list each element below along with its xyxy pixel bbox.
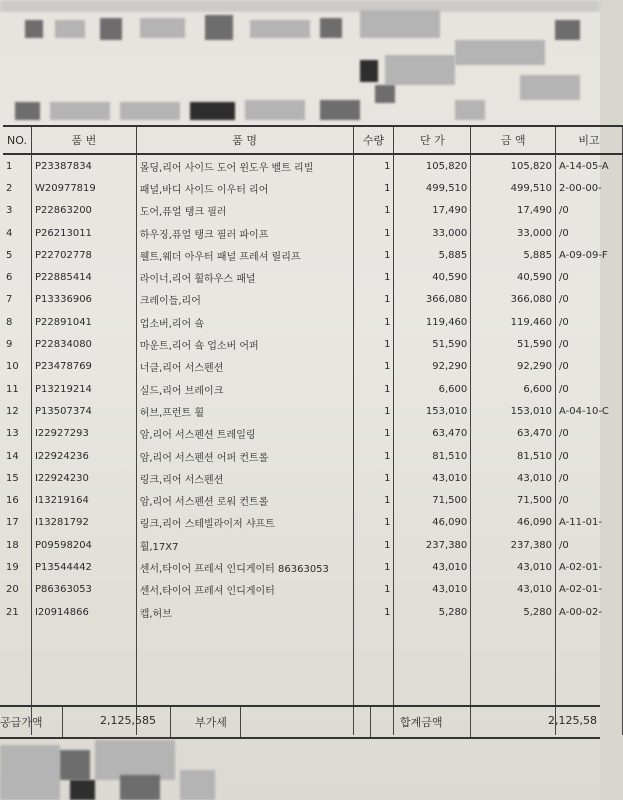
row-qty: 1	[353, 378, 394, 400]
row-amount: 5,885	[471, 244, 556, 266]
row-part-name: 몰딩,리어 사이드 도어 윈도우 벨트 리빌	[136, 154, 353, 177]
row-note: /0	[556, 445, 623, 467]
row-no: 12	[3, 400, 31, 422]
row-amount: 366,080	[471, 289, 556, 311]
row-no: 21	[3, 601, 31, 623]
row-qty: 1	[353, 445, 394, 467]
supply-amount-value: 2,125,585	[100, 714, 156, 727]
redacted-block	[250, 20, 310, 38]
table-row	[3, 244, 623, 266]
redacted-block	[100, 18, 122, 40]
row-qty: 1	[353, 556, 394, 578]
row-amount: 17,490	[471, 200, 556, 222]
row-part-no: P23478769	[31, 356, 136, 378]
row-unit-price: 17,490	[394, 200, 471, 222]
vat-label: 부가세	[195, 716, 227, 729]
row-no: 11	[3, 378, 31, 400]
row-note: /0	[556, 489, 623, 511]
row-part-name: 휠,17X7	[136, 534, 353, 556]
row-part-no: P22891041	[31, 311, 136, 333]
row-part-name: 센서,타이어 프레셔 인디게이터 86363053	[136, 556, 353, 578]
table-row	[3, 423, 623, 445]
row-part-no: P22863200	[31, 200, 136, 222]
row-unit-price: 105,820	[394, 154, 471, 177]
redacted-block	[70, 780, 95, 800]
row-part-no: I13281792	[31, 512, 136, 534]
redacted-block	[120, 102, 180, 120]
supply-amount-label: 공급가액	[0, 716, 43, 729]
redacted-block	[55, 20, 85, 38]
table-header-row	[3, 126, 623, 154]
row-part-no: I22924230	[31, 467, 136, 489]
totals-bar	[0, 705, 600, 739]
col-amount-header: 금 액	[471, 126, 556, 154]
row-part-no: P13336906	[31, 289, 136, 311]
row-qty: 1	[353, 489, 394, 511]
redacted-block	[520, 75, 580, 100]
row-no: 19	[3, 556, 31, 578]
redacted-block	[0, 0, 600, 12]
row-note: A-00-02-	[556, 601, 623, 623]
row-qty: 1	[353, 311, 394, 333]
row-no: 6	[3, 266, 31, 288]
row-part-no: P13219214	[31, 378, 136, 400]
redacted-block	[140, 18, 185, 38]
row-amount: 51,590	[471, 333, 556, 355]
row-unit-price: 40,590	[394, 266, 471, 288]
row-no: 4	[3, 222, 31, 244]
row-part-name: 패널,바디 사이드 이우터 리어	[136, 177, 353, 199]
row-note: /0	[556, 356, 623, 378]
table-row	[3, 356, 623, 378]
row-amount: 63,470	[471, 423, 556, 445]
redacted-block	[455, 40, 545, 65]
row-part-no: P22885414	[31, 266, 136, 288]
row-no: 3	[3, 200, 31, 222]
row-amount: 43,010	[471, 467, 556, 489]
row-unit-price: 81,510	[394, 445, 471, 467]
row-part-name: 암,리어 서스펜션 어퍼 컨트롤	[136, 445, 353, 467]
row-qty: 1	[353, 356, 394, 378]
table-row	[3, 601, 623, 623]
row-no: 1	[3, 154, 31, 177]
table-row	[3, 177, 623, 199]
redacted-block	[60, 750, 90, 780]
row-unit-price: 366,080	[394, 289, 471, 311]
row-no: 18	[3, 534, 31, 556]
col-no-header: NO.	[3, 126, 31, 154]
row-part-name: 암,리어 서스펜션 로워 컨트롤	[136, 489, 353, 511]
row-part-name: 너클,리어 서스펜션	[136, 356, 353, 378]
row-amount: 92,290	[471, 356, 556, 378]
row-note: /0	[556, 289, 623, 311]
table-row	[3, 489, 623, 511]
row-no: 9	[3, 333, 31, 355]
row-part-name: 도어,퓨얼 탱크 필러	[136, 200, 353, 222]
row-part-name: 하우징,퓨얼 탱크 필러 파이프	[136, 222, 353, 244]
divider	[370, 707, 371, 737]
row-note: /0	[556, 200, 623, 222]
row-part-no: P22834080	[31, 333, 136, 355]
row-part-no: P86363053	[31, 579, 136, 601]
redacted-block	[95, 740, 175, 780]
redacted-block	[190, 102, 235, 120]
row-no: 14	[3, 445, 31, 467]
row-amount: 81,510	[471, 445, 556, 467]
redacted-block	[320, 18, 342, 38]
table-row	[3, 579, 623, 601]
row-unit-price: 71,500	[394, 489, 471, 511]
redacted-block	[320, 100, 360, 120]
table-row	[3, 467, 623, 489]
row-part-name: 허브,프런트 휠	[136, 400, 353, 422]
total-amount-label: 합계금액	[400, 716, 443, 729]
row-amount: 5,280	[471, 601, 556, 623]
redacted-block	[555, 20, 580, 40]
row-unit-price: 237,380	[394, 534, 471, 556]
row-qty: 1	[353, 244, 394, 266]
row-unit-price: 51,590	[394, 333, 471, 355]
row-qty: 1	[353, 154, 394, 177]
col-part-no-header: 품 번	[31, 126, 136, 154]
table-row	[3, 289, 623, 311]
row-qty: 1	[353, 579, 394, 601]
row-note: /0	[556, 423, 623, 445]
row-amount: 237,380	[471, 534, 556, 556]
redacted-block	[120, 775, 160, 800]
row-no: 15	[3, 467, 31, 489]
row-part-name: 마운트,리어 숔 업소버 어퍼	[136, 333, 353, 355]
row-qty: 1	[353, 601, 394, 623]
redacted-block	[50, 102, 110, 120]
row-unit-price: 6,600	[394, 378, 471, 400]
row-amount: 43,010	[471, 579, 556, 601]
row-qty: 1	[353, 200, 394, 222]
row-amount: 33,000	[471, 222, 556, 244]
table-row	[3, 512, 623, 534]
row-note: A-11-01-	[556, 512, 623, 534]
invoice-table	[3, 125, 623, 735]
redacted-block	[15, 102, 40, 120]
row-qty: 1	[353, 333, 394, 355]
row-amount: 40,590	[471, 266, 556, 288]
row-unit-price: 5,885	[394, 244, 471, 266]
row-qty: 1	[353, 177, 394, 199]
redacted-block	[0, 745, 60, 800]
row-amount: 499,510	[471, 177, 556, 199]
row-part-name: 웰트,웨더 아우터 패널 프레셔 릴리프	[136, 244, 353, 266]
row-unit-price: 5,280	[394, 601, 471, 623]
divider	[240, 707, 241, 737]
row-part-no: P09598204	[31, 534, 136, 556]
row-unit-price: 43,010	[394, 556, 471, 578]
row-unit-price: 46,090	[394, 512, 471, 534]
redacted-block	[205, 15, 233, 40]
row-amount: 71,500	[471, 489, 556, 511]
row-qty: 1	[353, 512, 394, 534]
row-part-name: 링크,리어 서스펜션	[136, 467, 353, 489]
row-amount: 43,010	[471, 556, 556, 578]
row-amount: 46,090	[471, 512, 556, 534]
redacted-block	[25, 20, 43, 38]
row-part-no: P23387834	[31, 154, 136, 177]
table-row	[3, 266, 623, 288]
redacted-block	[180, 770, 215, 800]
table-row	[3, 333, 623, 355]
col-unit-price-header: 단 가	[394, 126, 471, 154]
row-unit-price: 43,010	[394, 467, 471, 489]
row-unit-price: 92,290	[394, 356, 471, 378]
row-unit-price: 33,000	[394, 222, 471, 244]
redacted-block	[360, 60, 378, 82]
table-row	[3, 445, 623, 467]
row-amount: 6,600	[471, 378, 556, 400]
row-no: 2	[3, 177, 31, 199]
row-part-name: 크레이들,리어	[136, 289, 353, 311]
row-qty: 1	[353, 400, 394, 422]
row-qty: 1	[353, 266, 394, 288]
table-row	[3, 400, 623, 422]
row-part-name: 캡,허브	[136, 601, 353, 623]
row-qty: 1	[353, 423, 394, 445]
row-part-no: I20914866	[31, 601, 136, 623]
row-no: 8	[3, 311, 31, 333]
row-no: 5	[3, 244, 31, 266]
redacted-block	[385, 55, 455, 85]
row-unit-price: 43,010	[394, 579, 471, 601]
row-part-no: I13219164	[31, 489, 136, 511]
invoice-rows	[3, 154, 623, 623]
row-qty: 1	[353, 289, 394, 311]
row-note: /0	[556, 467, 623, 489]
row-part-no: I22927293	[31, 423, 136, 445]
row-no: 17	[3, 512, 31, 534]
row-note: /0	[556, 333, 623, 355]
table-row	[3, 222, 623, 244]
row-no: 7	[3, 289, 31, 311]
divider	[62, 707, 63, 737]
row-note: /0	[556, 378, 623, 400]
row-unit-price: 153,010	[394, 400, 471, 422]
row-note: A-09-09-F	[556, 244, 623, 266]
total-amount-value: 2,125,58	[548, 714, 597, 727]
row-note: /0	[556, 311, 623, 333]
row-note: A-04-10-C	[556, 400, 623, 422]
row-no: 13	[3, 423, 31, 445]
table-row	[3, 154, 623, 177]
divider	[470, 707, 471, 737]
row-part-name: 업소버,리어 숔	[136, 311, 353, 333]
row-note: /0	[556, 222, 623, 244]
row-note: 2-00-00-	[556, 177, 623, 199]
row-amount: 119,460	[471, 311, 556, 333]
row-part-no: P22702778	[31, 244, 136, 266]
row-part-name: 라이너,리어 휠하우스 패널	[136, 266, 353, 288]
row-no: 16	[3, 489, 31, 511]
row-part-no: P13507374	[31, 400, 136, 422]
row-note: /0	[556, 534, 623, 556]
row-unit-price: 499,510	[394, 177, 471, 199]
table-row	[3, 534, 623, 556]
col-qty-header: 수량	[353, 126, 394, 154]
row-unit-price: 119,460	[394, 311, 471, 333]
row-amount: 153,010	[471, 400, 556, 422]
row-part-name: 암,리어 서스펜션 트레일링	[136, 423, 353, 445]
row-note: A-02-01-	[556, 579, 623, 601]
row-part-name: 실드,리어 브레이크	[136, 378, 353, 400]
table-row	[3, 311, 623, 333]
row-note: A-14-05-A	[556, 154, 623, 177]
redacted-block	[360, 10, 440, 38]
row-qty: 1	[353, 467, 394, 489]
row-unit-price: 63,470	[394, 423, 471, 445]
row-no: 20	[3, 579, 31, 601]
row-amount: 105,820	[471, 154, 556, 177]
redacted-block	[455, 100, 485, 120]
row-part-no: I22924236	[31, 445, 136, 467]
row-note: /0	[556, 266, 623, 288]
col-note-header: 비고	[556, 126, 623, 154]
row-qty: 1	[353, 222, 394, 244]
row-note: A-02-01-	[556, 556, 623, 578]
row-part-name: 링크,리어 스테빌라이저 샤프트	[136, 512, 353, 534]
redacted-block	[375, 85, 395, 103]
row-qty: 1	[353, 534, 394, 556]
row-part-no: P13544442	[31, 556, 136, 578]
divider	[170, 707, 171, 737]
table-row	[3, 556, 623, 578]
row-no: 10	[3, 356, 31, 378]
table-row	[3, 200, 623, 222]
redacted-block	[245, 100, 305, 120]
col-part-name-header: 품 명	[136, 126, 353, 154]
row-part-no: P26213011	[31, 222, 136, 244]
row-part-no: W20977819	[31, 177, 136, 199]
table-row	[3, 378, 623, 400]
row-part-name: 센서,타이어 프레셔 인디게이터	[136, 579, 353, 601]
